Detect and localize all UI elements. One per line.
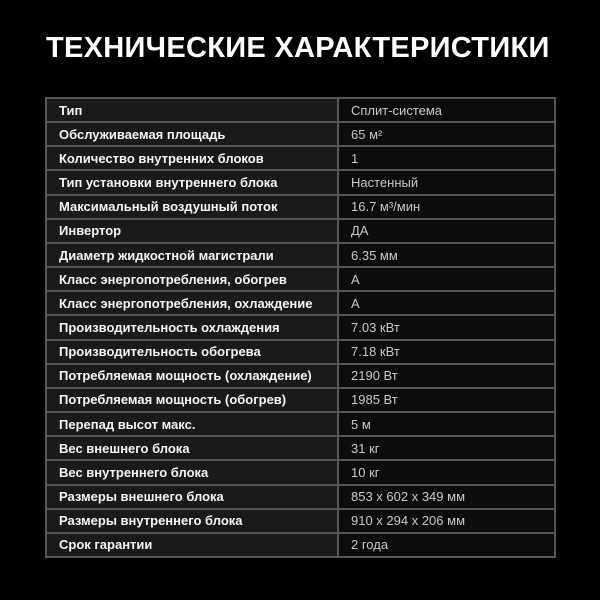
page-title: ТЕХНИЧЕСКИЕ ХАРАКТЕРИСТИКИ bbox=[46, 32, 550, 64]
spec-label: Диаметр жидкостной магистрали bbox=[46, 243, 338, 267]
spec-label: Производительность охлаждения bbox=[46, 315, 338, 339]
spec-label: Тип установки внутреннего блока bbox=[46, 170, 338, 194]
spec-value: 7.18 кВт bbox=[338, 340, 555, 364]
table-row bbox=[46, 509, 555, 533]
spec-label: Вес внешнего блока bbox=[46, 436, 338, 460]
spec-label: Обслуживаемая площадь bbox=[46, 122, 338, 146]
table-row bbox=[46, 122, 555, 146]
spec-value: 65 м² bbox=[338, 122, 555, 146]
spec-value: 6.35 мм bbox=[338, 243, 555, 267]
table-row bbox=[46, 267, 555, 291]
spec-value: 853 x 602 x 349 мм bbox=[338, 485, 555, 509]
spec-value: 2 года bbox=[338, 533, 555, 557]
spec-label: Инвертор bbox=[46, 219, 338, 243]
spec-value: 910 x 294 x 206 мм bbox=[338, 509, 555, 533]
spec-value: Сплит-система bbox=[338, 98, 555, 122]
table-row bbox=[46, 460, 555, 484]
table-row bbox=[46, 388, 555, 412]
spec-label: Класс энергопотребления, охлаждение bbox=[46, 291, 338, 315]
spec-label: Перепад высот макс. bbox=[46, 412, 338, 436]
table-row bbox=[46, 436, 555, 460]
spec-label: Класс энергопотребления, обогрев bbox=[46, 267, 338, 291]
spec-label: Производительность обогрева bbox=[46, 340, 338, 364]
table-row bbox=[46, 170, 555, 194]
table-row bbox=[46, 533, 555, 557]
spec-value: 1 bbox=[338, 146, 555, 170]
table-row bbox=[46, 98, 555, 122]
spec-label: Потребляемая мощность (обогрев) bbox=[46, 388, 338, 412]
spec-value: 5 м bbox=[338, 412, 555, 436]
table-row bbox=[46, 315, 555, 339]
spec-value: A bbox=[338, 267, 555, 291]
spec-label: Размеры внешнего блока bbox=[46, 485, 338, 509]
spec-label: Вес внутреннего блока bbox=[46, 460, 338, 484]
spec-label: Срок гарантии bbox=[46, 533, 338, 557]
table-row bbox=[46, 291, 555, 315]
spec-value: Настенный bbox=[338, 170, 555, 194]
table-row bbox=[46, 485, 555, 509]
spec-label: Количество внутренних блоков bbox=[46, 146, 338, 170]
spec-table-body bbox=[46, 98, 555, 557]
spec-value: 31 кг bbox=[338, 436, 555, 460]
table-row bbox=[46, 412, 555, 436]
table-row bbox=[46, 146, 555, 170]
spec-value: ДА bbox=[338, 219, 555, 243]
spec-label: Размеры внутреннего блока bbox=[46, 509, 338, 533]
table-row bbox=[46, 364, 555, 388]
spec-label: Потребляемая мощность (охлаждение) bbox=[46, 364, 338, 388]
table-row bbox=[46, 340, 555, 364]
spec-value: 1985 Вт bbox=[338, 388, 555, 412]
table-row bbox=[46, 243, 555, 267]
spec-value: 2190 Вт bbox=[338, 364, 555, 388]
spec-label: Максимальный воздушный поток bbox=[46, 195, 338, 219]
spec-value: 16.7 м³/мин bbox=[338, 195, 555, 219]
spec-value: 10 кг bbox=[338, 460, 555, 484]
spec-value: 7.03 кВт bbox=[338, 315, 555, 339]
table-row bbox=[46, 195, 555, 219]
table-row bbox=[46, 219, 555, 243]
spec-table bbox=[45, 97, 556, 558]
spec-label: Тип bbox=[46, 98, 338, 122]
spec-value: A bbox=[338, 291, 555, 315]
